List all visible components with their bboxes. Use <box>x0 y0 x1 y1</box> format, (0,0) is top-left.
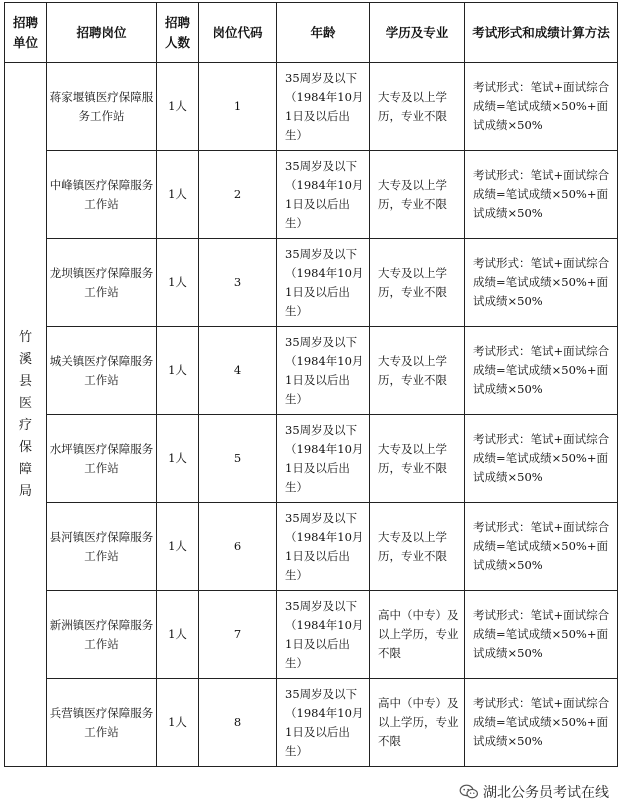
exam-cell: 考试形式：笔试+面试综合成绩=笔试成绩×50%+面试成绩×50% <box>465 503 618 591</box>
post-cell: 龙坝镇医疗保障服务工作站 <box>47 239 157 327</box>
age-cell: 35周岁及以下（1984年10月1日及以后出生） <box>277 151 370 239</box>
code-cell: 5 <box>199 415 277 503</box>
post-cell: 县河镇医疗保障服务工作站 <box>47 503 157 591</box>
unit-name-char: 保 <box>18 439 32 455</box>
code-cell: 8 <box>199 679 277 767</box>
edu-cell: 大专及以上学历，专业不限 <box>370 327 465 415</box>
edu-cell: 高中（中专）及以上学历，专业不限 <box>370 679 465 767</box>
exam-cell: 考试形式：笔试+面试综合成绩=笔试成绩×50%+面试成绩×50% <box>465 415 618 503</box>
age-cell: 35周岁及以下（1984年10月1日及以后出生） <box>277 679 370 767</box>
unit-name-char: 医 <box>18 395 32 411</box>
table-row <box>5 327 618 415</box>
code-cell: 7 <box>199 591 277 679</box>
watermark-text: 湖北公务员考试在线 <box>483 785 609 801</box>
unit-name-char: 疗 <box>18 417 32 433</box>
unit-name-char: 竹 <box>18 329 32 345</box>
unit-name-char: 障 <box>18 461 32 477</box>
post-cell: 兵营镇医疗保障服务工作站 <box>47 679 157 767</box>
recruitment-table <box>4 2 618 767</box>
exam-cell: 考试形式：笔试+面试综合成绩=笔试成绩×50%+面试成绩×50% <box>465 679 618 767</box>
header-count: 招聘人数 <box>157 3 199 63</box>
header-exam: 考试形式和成绩计算方法 <box>465 3 618 63</box>
edu-cell: 大专及以上学历，专业不限 <box>370 151 465 239</box>
table-row <box>5 679 618 767</box>
count-cell: 1人 <box>157 151 199 239</box>
count-cell: 1人 <box>157 591 199 679</box>
header-unit: 招聘单位 <box>5 3 47 63</box>
count-cell: 1人 <box>157 327 199 415</box>
post-cell: 蒋家堰镇医疗保障服务工作站 <box>47 63 157 151</box>
count-cell: 1人 <box>157 415 199 503</box>
table-row <box>5 503 618 591</box>
edu-cell: 大专及以上学历，专业不限 <box>370 415 465 503</box>
header-post: 招聘岗位 <box>47 3 157 63</box>
table-row <box>5 591 618 679</box>
code-cell: 6 <box>199 503 277 591</box>
age-cell: 35周岁及以下（1984年10月1日及以后出生） <box>277 63 370 151</box>
count-cell: 1人 <box>157 239 199 327</box>
post-cell: 水坪镇医疗保障服务工作站 <box>47 415 157 503</box>
unit-name-char: 县 <box>18 373 32 389</box>
code-cell: 3 <box>199 239 277 327</box>
table-row <box>5 239 618 327</box>
count-cell: 1人 <box>157 63 199 151</box>
exam-cell: 考试形式：笔试+面试综合成绩=笔试成绩×50%+面试成绩×50% <box>465 239 618 327</box>
table-row <box>5 63 618 151</box>
age-cell: 35周岁及以下（1984年10月1日及以后出生） <box>277 239 370 327</box>
edu-cell: 高中（中专）及以上学历，专业不限 <box>370 591 465 679</box>
unit-name <box>7 327 44 503</box>
exam-cell: 考试形式：笔试+面试综合成绩=笔试成绩×50%+面试成绩×50% <box>465 591 618 679</box>
age-cell: 35周岁及以下（1984年10月1日及以后出生） <box>277 591 370 679</box>
edu-cell: 大专及以上学历，专业不限 <box>370 503 465 591</box>
exam-cell: 考试形式：笔试+面试综合成绩=笔试成绩×50%+面试成绩×50% <box>465 327 618 415</box>
unit-name-char: 局 <box>18 483 32 499</box>
edu-cell: 大专及以上学历，专业不限 <box>370 239 465 327</box>
code-cell: 2 <box>199 151 277 239</box>
age-cell: 35周岁及以下（1984年10月1日及以后出生） <box>277 327 370 415</box>
unit-name-cell <box>5 63 47 767</box>
table-header-row <box>5 3 618 63</box>
age-cell: 35周岁及以下（1984年10月1日及以后出生） <box>277 503 370 591</box>
unit-name-char: 溪 <box>18 351 32 367</box>
count-cell: 1人 <box>157 503 199 591</box>
table-row <box>5 151 618 239</box>
wechat-icon <box>459 784 479 800</box>
watermark <box>456 781 612 803</box>
header-edu: 学历及专业 <box>370 3 465 63</box>
exam-cell: 考试形式：笔试+面试综合成绩=笔试成绩×50%+面试成绩×50% <box>465 63 618 151</box>
code-cell: 4 <box>199 327 277 415</box>
age-cell: 35周岁及以下（1984年10月1日及以后出生） <box>277 415 370 503</box>
header-age: 年龄 <box>277 3 370 63</box>
exam-cell: 考试形式：笔试+面试综合成绩=笔试成绩×50%+面试成绩×50% <box>465 151 618 239</box>
code-cell: 1 <box>199 63 277 151</box>
edu-cell: 大专及以上学历，专业不限 <box>370 63 465 151</box>
header-code: 岗位代码 <box>199 3 277 63</box>
post-cell: 中峰镇医疗保障服务工作站 <box>47 151 157 239</box>
post-cell: 新洲镇医疗保障服务工作站 <box>47 591 157 679</box>
count-cell: 1人 <box>157 679 199 767</box>
post-cell: 城关镇医疗保障服务工作站 <box>47 327 157 415</box>
table-row <box>5 415 618 503</box>
